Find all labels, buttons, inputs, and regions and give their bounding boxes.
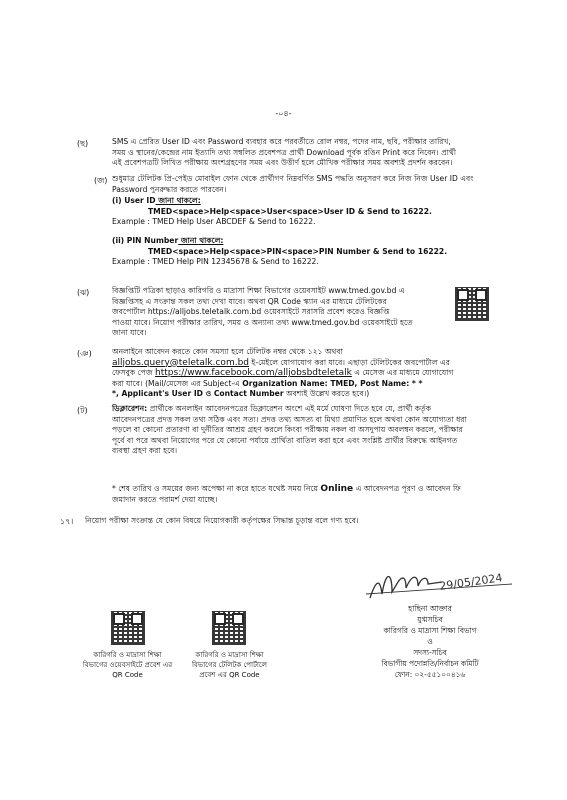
- text-line: পাওয়া যাবে। নিয়োগ পরীক্ষার তারিখ, সময় ও অন্যান্য তথ্য www.tmed.gov.bd ওয়েবসাইটে হতে: [112, 317, 413, 327]
- text-line: পড়লে বা কোনো প্রতারণা বা দুর্নীতির আশ্রয় গ্রহণ করলে কিংবা পরীক্ষায় নকল বা অসদুপায় অবলম্বন করলে, পরীক্ষার: [112, 425, 463, 435]
- signature-date: 29/05/2024: [438, 571, 504, 593]
- signatory-name: হাছিনা আক্তার: [408, 604, 452, 613]
- qr-code-icon[interactable]: [212, 611, 246, 645]
- text-line: করা যাবে। (Mail/মেসেজ এর Subject-এ Organization Name: TMED, Post Name: * *: [112, 378, 423, 388]
- text-line: জানা যাবে।: [112, 328, 147, 338]
- text-line: ফেসবুক পেজ https://www.facebook.com/alljobsbdteletalk এ মেসেজ এর মাধ্যমে যোগাযোগ: [112, 368, 454, 379]
- text-line: Password পুনরুদ্ধার করতে পারবেন।: [112, 184, 227, 194]
- qr-code-icon[interactable]: [455, 287, 489, 321]
- text-line: পূর্বে বা পরে অথবা নিয়োগের পরে যে কোনো পর্যায়ে প্রার্থিতা বাতিল করা হবে এবং সংশ্লিষ্ট প্রার্থীর বিরুদ্ধে আইনগত: [112, 435, 458, 445]
- signature-block: [345, 603, 515, 680]
- item-ja-text: [112, 174, 512, 268]
- item-nya-text: [112, 347, 512, 400]
- signatory-and: ও: [427, 637, 433, 646]
- text-line: শুধুমাত্র টেলিটক প্রি-পেইড মোবাইল ফোন থেকে প্রার্থীগণ নিম্নবর্ণিত SMS পদ্ধতি অনুসরণ করে নিজ নিজ User ID এবং: [112, 174, 474, 183]
- user-id-command: TMED<space>Help<space>User<space>User ID & Send to 16222.: [148, 206, 432, 216]
- text-line: *, Applicant's User ID ও Contact Number অবশ্যই উল্লেখ করতে হবে।): [112, 389, 370, 399]
- deadline-note: [112, 484, 512, 505]
- declaration-heading: ডিক্লারেশন:: [112, 404, 148, 413]
- qr-code-icon[interactable]: [111, 611, 145, 645]
- qr-mid-caption: কারিগরি ও মাদ্রাসা শিক্ষা বিভাগের টেলিটক পোর্টালে প্রবেশ এর QR Code: [192, 651, 267, 679]
- facebook-page-link[interactable]: https://www.facebook.com/alljobsbdteletalk: [155, 368, 352, 379]
- item-nya-marker: (ঞ): [77, 349, 92, 358]
- item-ja-marker: (জ): [94, 176, 108, 185]
- text-line: সময় ও স্থানের/কেন্দ্রের নাম ইত্যাদি তথ্য সম্বলিত প্রবেশপত্র প্রার্থী Download পূর্বক রঙিন Print করে নিবেন। প্রার্থী: [112, 147, 457, 157]
- text-line: অনলাইনে আবেদন করতে কোন সমস্যা হলে টেলিটক নম্বর থেকে ১২১ অথবা: [112, 347, 343, 356]
- text-line: জবপোর্টাল https://alljobs.teletalk.com.bd ওয়েবসাইটে সরাসরি প্রবেশ করেও বিজ্ঞপ্তি: [112, 307, 390, 317]
- pin-example: Example : TMED Help PIN 12345678 & Send to 16222.: [112, 257, 319, 267]
- user-id-example: Example : TMED Help User ABCDEF & Send to 16222.: [112, 217, 316, 227]
- text-line: ডিক্লারেশন: প্রার্থীকে অনলাইন আবেদনপত্রের ডিক্লারেশন অংশে এই মর্মে ঘোষণা দিতে হবে যে, প্রার্থী কর্তৃক: [112, 404, 432, 413]
- text-line: alljobs.query@teletalk.com.bd ই-মেইলে যোগাযোগ করা যাবে। এছাড়া টেলিটকের জবপোর্টাল এর: [112, 357, 450, 368]
- pin-heading: (ii) PIN Number জানা থাকলে:: [112, 235, 224, 245]
- text-line: * শেষ তারিখ ও সময়ের জন্য অপেক্ষা না করে হাতে যথেষ্ট সময় নিয়ে Online এ আবেদনপত্র পূরণ ও আবেদন ফি: [112, 484, 461, 494]
- text-line: আবেদনপত্রের প্রদত্ত সকল তথ্য সঠিক এবং সত্য। প্রদত্ত তথ্য অসত্য বা মিথ্যা প্রমাণিত হলে অথবা কোন অযোগ্যতা ধরা: [112, 414, 467, 424]
- item-17-marker: ১৭।: [60, 517, 74, 526]
- text-line: বিজ্ঞপ্তিসহ এ সংক্রান্ত সকল তথ্য দেখা যাবে। অথবা QR Code স্ক্যান এর মাধ্যমে টেলিটকের: [112, 296, 387, 306]
- item-jha-marker: (ঝ): [77, 288, 90, 297]
- support-email-link[interactable]: alljobs.query@teletalk.com.bd: [112, 357, 249, 368]
- page-number: -০৪-: [275, 109, 292, 118]
- text-line: এই প্রবেশপত্রটি লিখিত পরীক্ষায় অংশগ্রহণের সময় এবং উত্তীর্ণ হলে মৌখিক পরীক্ষার সময় অবশ্যই প্রদর্শন করবেন।: [112, 158, 453, 168]
- qr-left-caption: কারিগরি ও মাদ্রাসা শিক্ষা বিভাগের ওয়েবসাইটে প্রবেশ এর QR Code: [82, 651, 173, 679]
- signatory-phone: ফোন: ০২-৫৫১০০৪১৬: [394, 670, 466, 679]
- item-cha-text: [112, 137, 507, 169]
- text-line: ব্যবস্থা গ্রহণ করা হবে।: [112, 446, 178, 456]
- item-jha-text: [112, 286, 447, 339]
- text-line: বিজ্ঞপ্তিটি পত্রিকা ছাড়াও কারিগরি ও মাদ্রাসা শিক্ষা বিভাগের ওয়েবসাইট www.tmed.gov.bd এ: [112, 286, 405, 295]
- text-line: SMS এ প্রেরিত User ID এবং Password ব্যবহার করে পরবর্তীতে রোল নম্বর, পদের নাম, ছবি, পরীক্ষার তারিখ,: [112, 137, 451, 146]
- signatory-division: কারিগরি ও মাদ্রাসা শিক্ষা বিভাগ: [383, 626, 477, 635]
- signatory-role: সদস্য-সচিব: [413, 648, 447, 657]
- item-cha-marker: (ছ): [77, 139, 89, 148]
- pin-command: TMED<space>Help<space>PIN<space>PIN Number & Send to 16222.: [148, 246, 448, 256]
- item-ta-text: [112, 404, 510, 457]
- signatory-committee: বিভাগীয় পদোন্নতি/নির্বাচন কমিটি: [381, 659, 479, 668]
- user-id-heading: (i) User ID জানা থাকলে:: [112, 196, 201, 206]
- text-line: জমাদান করতে পরামর্শ দেয়া যাচ্ছে।: [112, 494, 218, 504]
- signatory-title: যুগ্মসচিব: [417, 615, 443, 624]
- item-ta-marker: (ট): [77, 406, 88, 415]
- item-17-text: নিয়োগ পরীক্ষা সংক্রান্ত যে কোন বিষয়ে নিয়োগকারী কর্তৃপক্ষের সিদ্ধান্ত চূড়ান্ত বলে গণ্য হবে।: [85, 516, 359, 525]
